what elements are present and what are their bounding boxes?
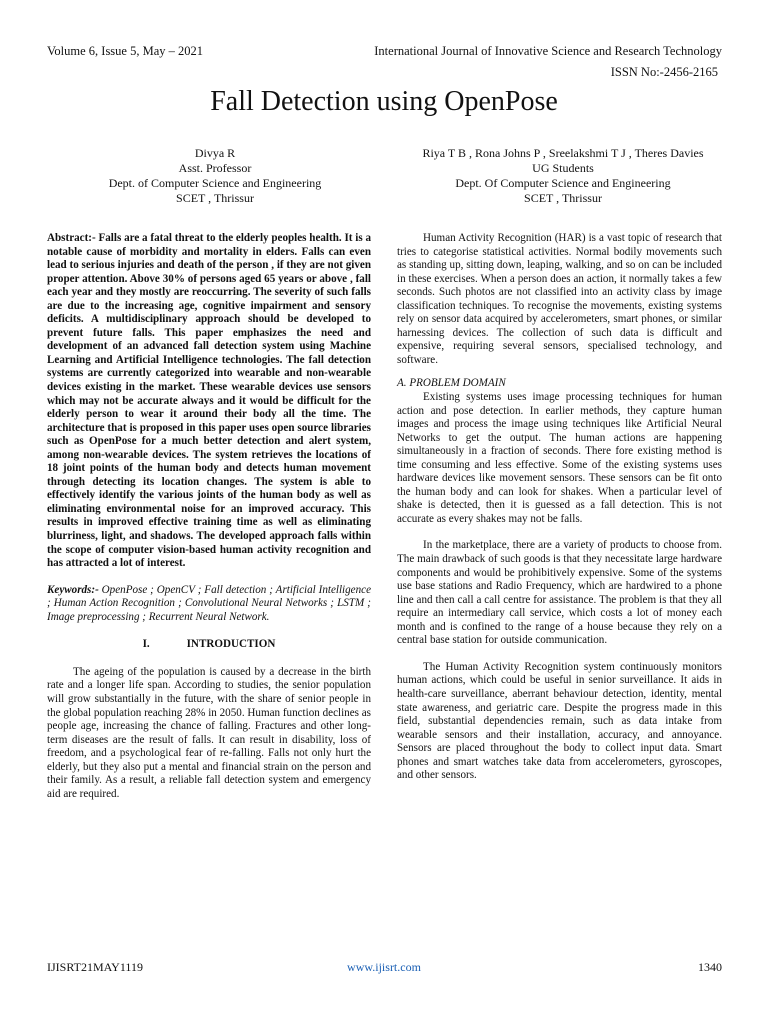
journal-name: International Journal of Innovative Science and Research Technology bbox=[374, 44, 722, 58]
journal-url-link[interactable]: www.ijisrt.com bbox=[347, 960, 421, 974]
issn: ISSN No:-2456-2165 bbox=[610, 65, 718, 79]
author-institution: SCET , Thrissur bbox=[176, 191, 254, 205]
section-number: I. bbox=[142, 638, 150, 651]
paper-title: Fall Detection using OpenPose bbox=[210, 86, 558, 117]
problem-domain-paragraph: Existing systems uses image processing techniques for human action and pose detection. In earlier methods, they capture human images and process the image using techniques like Artificial Neural Networks to get the output. The human actions are happening simultaneously in a fraction of seconds. There fore existing method is time consuming and less effective. Some of the existing systems uses hardware devices like movement sensors. These sensors can be fit onto the human body and can look for shakes. When a particular level of shake is detected, then it is guessed as a fall detection. This is not accurate as every shakes may not be falls. bbox=[397, 391, 722, 525]
subsection-heading-problem-domain: A. PROBLEM DOMAIN bbox=[397, 377, 506, 390]
author-name: Divya R bbox=[194, 146, 236, 160]
intro-paragraph: The ageing of the population is caused by a decrease in the birth rate and a longer life span. According to studies, the senior population will grow substantially in the future, with the share of senior people in the global population reaching 28% in 2050. Human function declines as people age, increasing the chance of falling. Fractures and other long-term diseases are the result of falls. It can result in disability, loss of freedom, and a psychological fear of re-falling. Falls not only hurt the elderly, but they also put a mental and financial strain on the person and their family. As a result, a reliable fall detection system and emergency aid are required. bbox=[47, 665, 371, 800]
right-column bbox=[397, 232, 722, 783]
marketplace-paragraph: In the marketplace, there are a variety of products to choose from. The main drawback of such goods is that they necessitate large hardware components and would be prohibitively expensive. Some of the systems use base stations and Radio Frequency, which are hardwired to a phone line and then call a call centre for assistance. The problem is that they all require an intermediary call service, which costs a lot of money each month and is confined to the range of a house because they rely on a central base station for outside communication. bbox=[397, 539, 722, 647]
left-column bbox=[47, 232, 371, 801]
author-block-right bbox=[390, 146, 736, 206]
section-heading-introduction bbox=[47, 638, 371, 652]
author-dept: Dept. Of Computer Science and Engineering bbox=[455, 176, 671, 190]
har-paragraph: Human Activity Recognition (HAR) is a vast topic of research that tries to categorise statistical activities. Normal bodily movements such as standing up, sitting down, leaping, walking, and so on can be included in these exercises. When a person does an action, it normally takes a few seconds. Such photos are not classified into an activity class by image classification techniques. To recognise the movements, existing systems rely on sensor data acquired by accelerometers, smart phones, or similar harnessing devices. The collection of such data is difficult and expensive, requiring several sensors, specialised technology, and software. bbox=[397, 232, 722, 366]
author-dept: Dept. of Computer Science and Engineering bbox=[108, 176, 322, 190]
keywords-label: Keywords:- bbox=[47, 583, 99, 596]
page-number: 1340 bbox=[698, 960, 722, 974]
volume-issue: Volume 6, Issue 5, May – 2021 bbox=[47, 44, 204, 58]
section-title: INTRODUCTION bbox=[186, 638, 276, 651]
author-block-left bbox=[45, 146, 385, 206]
author-names: Riya T B , Rona Johns P , Sreelakshmi T J , Theres Davies bbox=[422, 146, 704, 160]
author-institution: SCET , Thrissur bbox=[524, 191, 602, 205]
keywords-text: OpenPose ; OpenCV ; Fall detection ; Artificial Intelligence ; Human Action Recognition ; Convolutional Neural Networks ; LSTM ; Image preprocessing ; Recurrent Neural Network. bbox=[47, 583, 371, 623]
paper-code: IJISRT21MAY1119 bbox=[47, 960, 143, 974]
keywords bbox=[47, 584, 371, 625]
abstract: Abstract:- Falls are a fatal threat to the elderly peoples health. It is a notable cause of morbidity and mortality in elders. Falls can even lead to serious injuries and death of the person , if they are not given proper attention. Above 30% of persons aged 65 years or above , fall each year and they mostly are reoccurring. The severity of such falls are due to the increasing age, cognitive impairment and sensory deficits. A multidisciplinary approach should be developed to prevent future falls. This paper emphasizes the need and development of an advanced fall detection system using Machine Learning and Artificial Intelligence technologies. The fall detection systems are currently categorized into wearable and non-wearable devices existing in the market. These wearable devices use sensors which may not be accurate always and it would be difficult for the elderly person to wear it around their body all the time. The architecture that is proposed in this paper uses open source libraries such as OpenPose for a much better detection and alert system, among non-wearable devices. The system retrieves the locations of 18 joint points of the human body and detects human movement through detecting its location changes. The system is able to effectively identify the various joints of the human body as well as eliminating environmental noise for an improved accuracy. This results in improved effective training time as well as eliminating blurriness, light, and shadows. The developed approach falls within the scope of computer vision-based human activity recognition and has attracted a lot of interest. bbox=[47, 232, 371, 570]
har-system-paragraph: The Human Activity Recognition system continuously monitors human actions, which could be useful in senior surveillance. It aids in health-care surveillance, aberrant behaviour detection, identity, mental state awareness, and geriatric care. Despite the progress made in this field, substantial dependencies remain, such as data intake from wearable sensors and their installation, accuracy, and annoyance. Sensors are placed throughout the body to collect input data. Smart phones and smart watches take data from accelerometers, gyroscopes, and other sensors. bbox=[397, 660, 722, 782]
author-role: UG Students bbox=[532, 161, 594, 175]
author-role: Asst. Professor bbox=[178, 161, 252, 175]
